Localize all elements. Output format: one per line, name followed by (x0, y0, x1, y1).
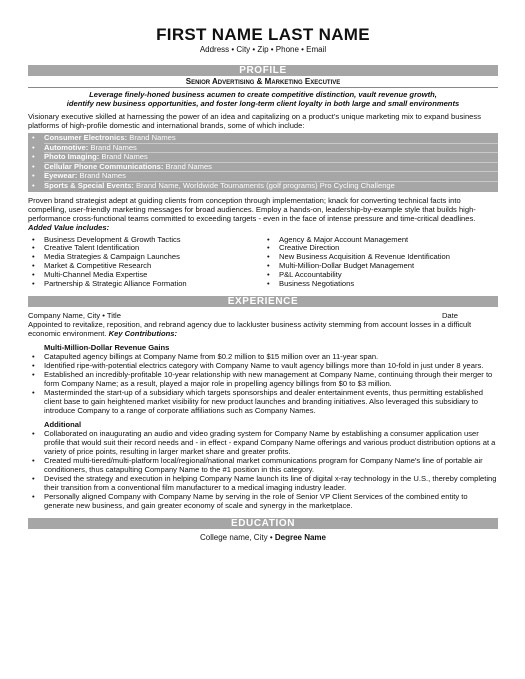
skills-right-list (263, 236, 498, 289)
brand-category: Eyewear: (44, 171, 78, 181)
skill-item: • Partnership & Strategic Alliance Formation (44, 280, 263, 289)
skill-item: • Multi-Channel Media Expertise (44, 271, 263, 280)
education-line: College name, City • Degree Name (200, 533, 326, 543)
brand-category: Cellular Phone Communications: (44, 161, 164, 171)
degree-name: Degree Name (274, 533, 326, 543)
skills-left-list (28, 236, 263, 289)
revenue-gains-list (28, 352, 498, 415)
skill-item: • Multi-Million-Dollar Budget Management (279, 262, 498, 271)
key-contributions-label: Key Contributions: (108, 329, 177, 339)
achievement-item: • Created multi-tiered/multi-platform local/regional/national market communications program for Company Name's line of portable air conditioners, thus catapulting Company Name to the #1 position in this category. (44, 456, 498, 474)
brand-list (28, 134, 498, 191)
brand-category: Automotive: (44, 142, 89, 152)
profile-lead-line-1: Leverage finely-honed business acumen to create competitive distinction, vault revenue growth, (89, 90, 437, 99)
contact-line: Address • City • Zip • Phone • Email (199, 45, 327, 54)
brand-category: Photo Imaging: (44, 152, 100, 162)
achievement-item: • Masterminded the start-up of a subsidiary which targets sponsorships and dealer entertainment events, thus permitting established client base to gain heightened market visibility for new product launches and branding initiatives. Also leveraged this subsidiary to introduce Company to a range of corporate affiliations such as Company Names. (44, 388, 498, 415)
brand-names: Brand Names (165, 161, 212, 171)
revenue-gains-heading: Multi-Million-Dollar Revenue Gains (44, 343, 170, 353)
strategist-text: Proven brand strategist adept at guiding clients from conception through implementation; knack for converting technical facts into compelling, user-friendly marketing messages for broad audiences. Employ a hands-on, leadership-by-example style that builds high-performance cross-functional teams committed to exceeding targets - even in the face of intense pressure and time-critical deadlines. (28, 195, 476, 223)
profile-lead (28, 90, 498, 108)
profile-section-header: PROFILE (28, 65, 498, 76)
profile-summary: Visionary executive skilled at harnessing the power of an idea and capitalizing on a product's unique marketing mix to expand business platforms of high-profile domestic and international brands, some of which include: (28, 112, 481, 130)
brand-names: Brand Names (129, 133, 176, 142)
candidate-name: FIRST NAME LAST NAME (156, 25, 370, 44)
brand-names: Brand Names (90, 142, 137, 152)
skill-item: • P&L Accountability (279, 271, 498, 280)
skill-item: • Media Strategies & Campaign Launches (44, 253, 263, 262)
brand-category: Sports & Special Events: (44, 180, 134, 190)
additional-heading: Additional (44, 420, 82, 430)
skills-columns (28, 236, 498, 289)
job-intro-text: Appointed to revitalize, reposition, and rebrand agency due to lackluster business activity stemming from account losses in a difficult economic environment. (28, 320, 472, 339)
skill-item: • Business Development & Growth Tactics (44, 236, 263, 245)
job-intro (28, 320, 498, 338)
resume-page (28, 26, 498, 543)
brand-list-box (28, 133, 498, 192)
achievement-item: • Catapulted agency billings at Company Name from $0.2 million to $15 million over an 11-year span. (44, 352, 498, 361)
brand-names: Brand Names (79, 171, 126, 181)
skill-item: • Agency & Major Account Management (279, 236, 498, 245)
job-header (28, 311, 498, 320)
skill-item: • Creative Talent Identification (44, 244, 263, 253)
professional-title: Senior Advertising & Marketing Executive (28, 76, 498, 88)
experience-section-header: EXPERIENCE (28, 296, 498, 307)
job-company-title: Company Name, City • Title (28, 311, 121, 321)
achievement-item: • Established an incredibly-profitable 10-year relationship with new management at Company Name, continuing through their merger to form Company Name; as a result, played a major role in propelling agency billings from $0 to $3 million. (44, 370, 498, 388)
brand-category: Consumer Electronics: (44, 133, 128, 142)
brand-names: Brand Names (101, 152, 148, 162)
achievement-item: • Identified ripe-with-potential electrics category with Company Name to vault agency billings more than 10-fold in just under 8 years. (44, 361, 498, 370)
brand-item (44, 182, 498, 191)
achievement-item: • Collaborated on inaugurating an audio and video grading system for Company Name by establishing a consumer application user profile that would suit their record needs and - in effect - expand Company Name offerings and various product distribution options at a variety of price points, resulting in larger market share and greater profits. (44, 429, 498, 456)
strategist-paragraph (28, 196, 498, 232)
skill-item: • Market & Competitive Research (44, 262, 263, 271)
achievement-item: • Devised the strategy and execution in helping Company Name launch its line of digital x-ray technology in the U.S., thereby completing their transition from a conventional film manufacturer to a medical imaging industry leader. (44, 474, 498, 492)
college-name: College name, City (200, 533, 268, 543)
skill-item: • Business Negotiations (279, 280, 498, 289)
added-value-label: Added Value includes: (28, 222, 110, 232)
additional-list (28, 429, 498, 510)
education-section-header: EDUCATION (28, 518, 498, 529)
profile-lead-line-2: identify new business opportunities, and foster long-term client loyalty in both large and small environments (66, 99, 460, 108)
skill-item: • New Business Acquisition & Revenue Identification (279, 253, 498, 262)
skill-item: • Creative Direction (279, 244, 498, 253)
achievement-item: • Personally aligned Company with Company Name by serving in the role of Senior VP Client Services of the combined entity to generate new business, and gain greater economy of scale and synergy in the marketplace. (44, 492, 498, 510)
job-date: Date (441, 311, 458, 321)
brand-names: Brand Name, Worldwide Tournaments (golf programs) Pro Cycling Challenge (136, 180, 395, 190)
